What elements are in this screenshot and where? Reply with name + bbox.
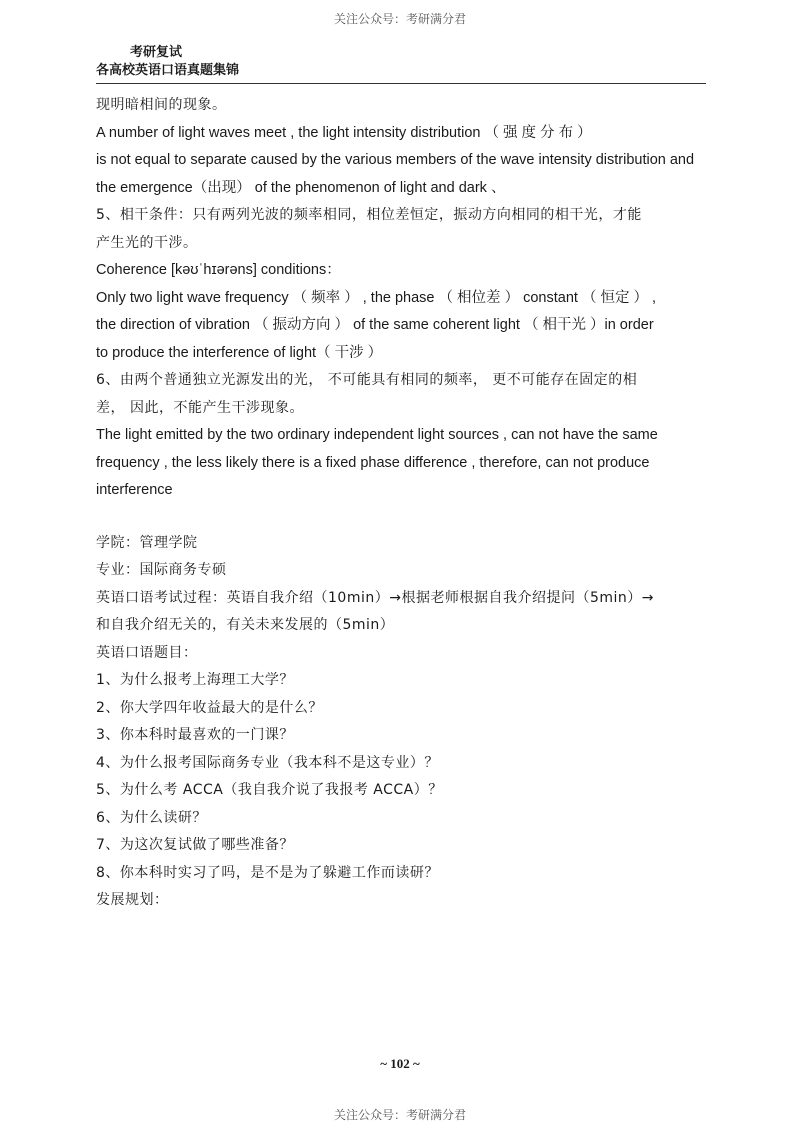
- text-line: 6、由两个普通独立光源发出的光， 不可能具有相同的频率， 更不可能存在固定的相: [96, 372, 638, 388]
- text-line: the direction of vibration （ 振动方向 ） of the same coherent light （ 相干光 ）in order: [96, 317, 654, 333]
- list-item: 8、你本科时实习了吗，是不是为了躲避工作而读研？: [96, 864, 439, 881]
- text-line: A number of light waves meet , the light intensity distribution （ 强 度 分 布 ）: [96, 124, 592, 141]
- header-title: 考研复试: [130, 45, 183, 60]
- header-divider: [96, 83, 706, 84]
- list-item: 5、为什么考 ACCA（我自我介说了我报考 ACCA）？: [96, 782, 443, 798]
- watermark-bottom: 关注公众号：考研满分君: [333, 1108, 466, 1122]
- text-line: frequency , the less likely there is a fixed phase difference , therefore, can not produce: [96, 454, 650, 471]
- text-line: 现明暗相间的现象。: [96, 97, 227, 113]
- document-header: [96, 44, 706, 80]
- text-line: 发展规划：: [96, 892, 169, 908]
- text-line: 产生光的干涉。: [96, 234, 198, 251]
- header-subtitle: 各高校英语口语真题集锦: [96, 63, 240, 78]
- text-line: 英语口语考试过程：英语自我介绍（10min）→根据老师根据自我介绍提问（5min）→: [96, 589, 654, 606]
- list-item: 3、你本科时最喜欢的一门课？: [96, 727, 294, 743]
- text-line: Only two light wave frequency （ 频率 ） , the phase （ 相位差 ） constant （ 恒定 ） ,: [96, 289, 657, 306]
- text-line: Coherence [kəʊˈhɪərəns] conditions：: [96, 262, 341, 278]
- text-line: 学院：管理学院: [96, 534, 198, 551]
- page-body: [96, 92, 711, 915]
- section-gap: [96, 505, 711, 530]
- list-item: 7、为这次复试做了哪些准备？: [96, 837, 294, 853]
- text-line: 差， 因此，不能产生干涉现象。: [96, 399, 304, 416]
- text-line: 英语口语题目：: [96, 644, 198, 661]
- watermark-top: 关注公众号：考研满分君: [333, 12, 466, 26]
- text-line: 5、相干条件：只有两列光波的频率相同，相位差恒定，振动方向相同的相干光，才能: [96, 207, 642, 223]
- text-line: 专业：国际商务专硕: [96, 562, 227, 578]
- list-item: 4、为什么报考国际商务专业（我本科不是这专业）？: [96, 754, 439, 771]
- text-line: 和自我介绍无关的，有关未来发展的（5min）: [96, 617, 395, 633]
- text-line: is not equal to separate caused by the various members of the wave intensity distribution and: [96, 152, 695, 168]
- list-item: 1、为什么报考上海理工大学？: [96, 672, 294, 688]
- text-line: interference: [96, 482, 173, 498]
- text-line: the emergence（出现） of the phenomenon of light and dark 、: [96, 179, 506, 196]
- text-line: The light emitted by the two ordinary independent light sources , can not have the same: [96, 427, 658, 443]
- text-line: to produce the interference of light（ 干涉 ）: [96, 344, 383, 361]
- page-number: ~ 102 ~: [380, 1056, 420, 1071]
- list-item: 6、为什么读研？: [96, 809, 207, 826]
- list-item: 2、你大学四年收益最大的是什么？: [96, 699, 323, 716]
